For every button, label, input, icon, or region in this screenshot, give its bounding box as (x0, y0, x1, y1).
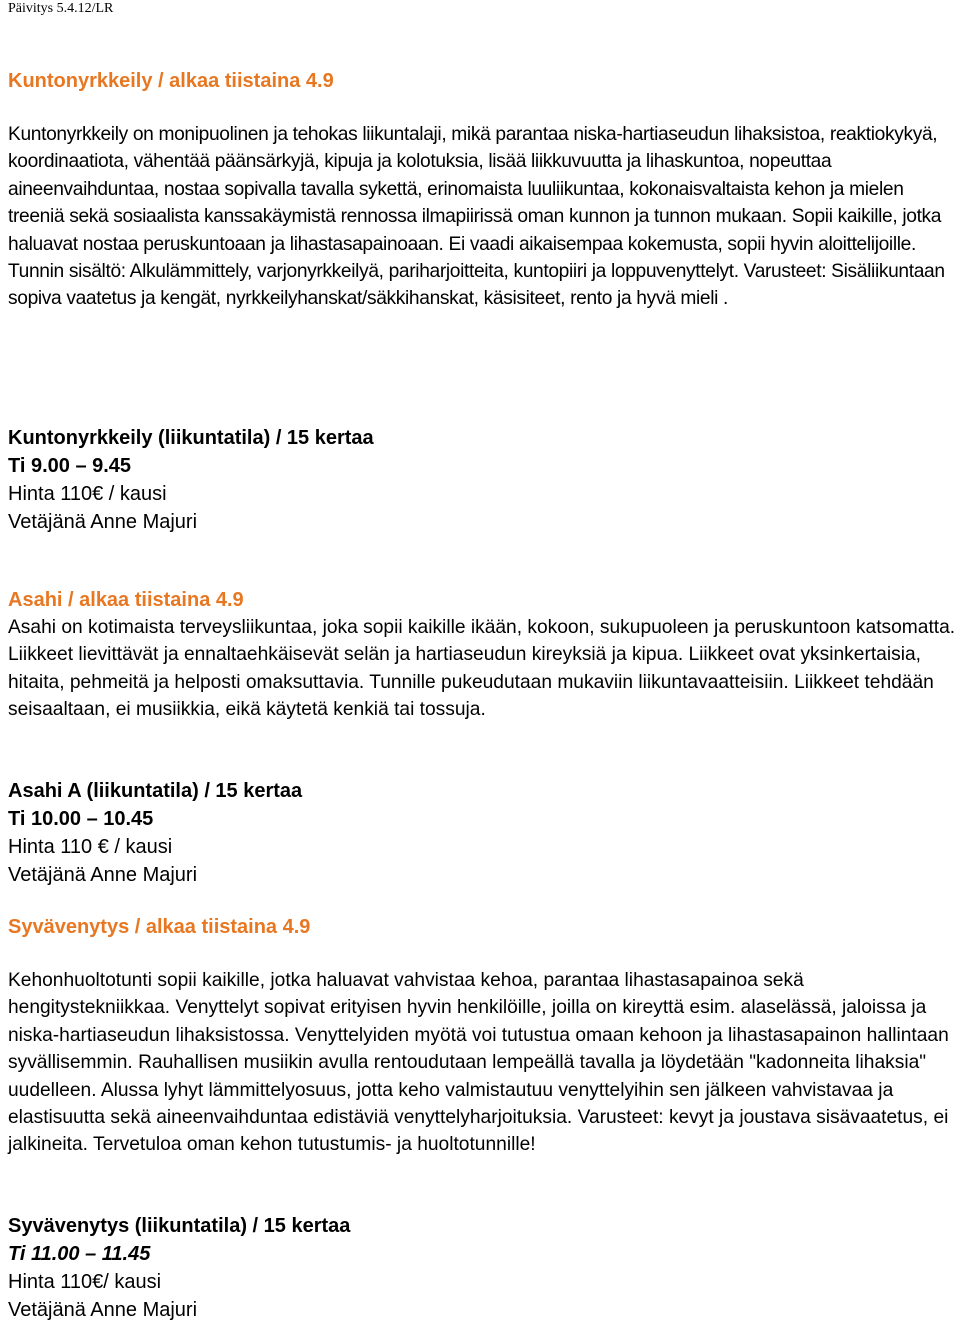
course-instructor: Vetäjänä Anne Majuri (8, 511, 198, 533)
course-info-asahi (8, 777, 958, 889)
course-info-syvavenytys (8, 1212, 958, 1324)
course-title: Asahi A (liikuntatila) / 15 kertaa (8, 780, 303, 802)
section-heading: Syvävenytys / alkaa tiistaina 4.9 (8, 916, 311, 938)
section-description: Kehonhuoltotunti sopii kaikille, jotka haluavat vahvistaa kehoa, parantaa lihastasapainoa sekä hengitystekniikkaa. Venyttelyt sopivat erityisen hyvin henkilöille, joilla on kireyttä esim. alaselässä, jaloissa ja niska-hartiaseudun lihaksistossa. Venyttelyiden myötä voi tutustua omaan kehoon ja lihastasapainon hallintaan syvällisemmin. Rauhallisen musiikin avulla rentoudutaan lempeällä tavalla ja löydetään "kadonneita lihaksia" uudelleen. Alussa lyhyt lämmittelyosuus, jotta keho valmistautuu venyttelyihin sen jälkeen vahvistavaa ja elastisuutta sekä aineenvaihduntaa edistäviä venyttelyharjoituksia. Varusteet: kevyt ja joustava sisävaatetus, ei jalkineita. Tervetuloa oman kehon tutustumis- ja huoltotunnille! (8, 970, 949, 1156)
course-price: Hinta 110 € / kausi (8, 836, 173, 858)
course-price: Hinta 110€/ kausi (8, 1271, 162, 1293)
course-title: Syvävenytys (liikuntatila) / 15 kertaa (8, 1215, 351, 1237)
update-note: Päivitys 5.4.12/LR (8, 1, 114, 16)
course-price: Hinta 110€ / kausi (8, 483, 167, 505)
section-syvavenytys (8, 914, 958, 1159)
course-info-kuntonyrkkeily (8, 424, 958, 536)
course-instructor: Vetäjänä Anne Majuri (8, 1299, 198, 1321)
section-heading: Kuntonyrkkeily / alkaa tiistaina 4.9 (8, 70, 334, 92)
course-time: Ti 11.00 – 11.45 (8, 1243, 151, 1265)
section-description: Kuntonyrkkeily on monipuolinen ja tehokas liikuntalaji, mikä parantaa niska-hartiaseudun lihaksistoa, reaktiokykyä, koordinaatiota, vähentää päänsärkyjä, kipuja ja kolotuksia, lisää liikkuvuutta ja lihaskuntoa, nopeuttaa aineenvaihduntaa, nostaa sopivalla tavalla sykettä, erinomaista luuliikuntaa, kokonaisvaltaista kehon ja mielen treeniä sekä sosiaalista kanssakäymistä rennossa ilmapiirissä oman kunnon ja tunnon mukaan. Sopii kaikille, jotka haluavat nostaa peruskuntoaan ja lihastasapainoaan. Ei vaadi aikaisempaa kokemusta, sopii hyvin aloittelijoille. Tunnin sisältö: Alkulämmittely, varjonyrkkeilyä, pariharjoitteita, kuntopiiri ja loppuvenyttelyt. Varusteet: Sisäliikuntaan sopiva vaatetus ja kengät, nyrkkeilyhanskat/säkkihanskat, käsisiteet, rento ja hyvä mieli . (8, 124, 945, 310)
section-heading: Asahi / alkaa tiistaina 4.9 (8, 589, 244, 611)
section-asahi (8, 587, 958, 724)
section-description: Asahi on kotimaista terveysliikuntaa, joka sopii kaikille ikään, kokoon, sukupuoleen ja peruskuntoon katsomatta. Liikkeet lievittävät ja ennaltaehkäisevät selän ja hartiaseudun kireyksiä ja kipua. Liikkeet ovat yksinkertaisia, hitaita, pehmeitä ja helposti omaksuttavia. Tunnille pukeudutaan mukaviin liikuntavaatteisiin. Liikkeet tehdään seisaaltaan, ei musiikkia, eikä käytetä kenkiä tai tossuja. (8, 617, 956, 721)
section-kuntonyrkkeily (8, 68, 958, 313)
course-title: Kuntonyrkkeily (liikuntatila) / 15 kertaa (8, 427, 374, 449)
course-time: Ti 9.00 – 9.45 (8, 455, 132, 477)
course-time: Ti 10.00 – 10.45 (8, 808, 154, 830)
course-instructor: Vetäjänä Anne Majuri (8, 864, 198, 886)
